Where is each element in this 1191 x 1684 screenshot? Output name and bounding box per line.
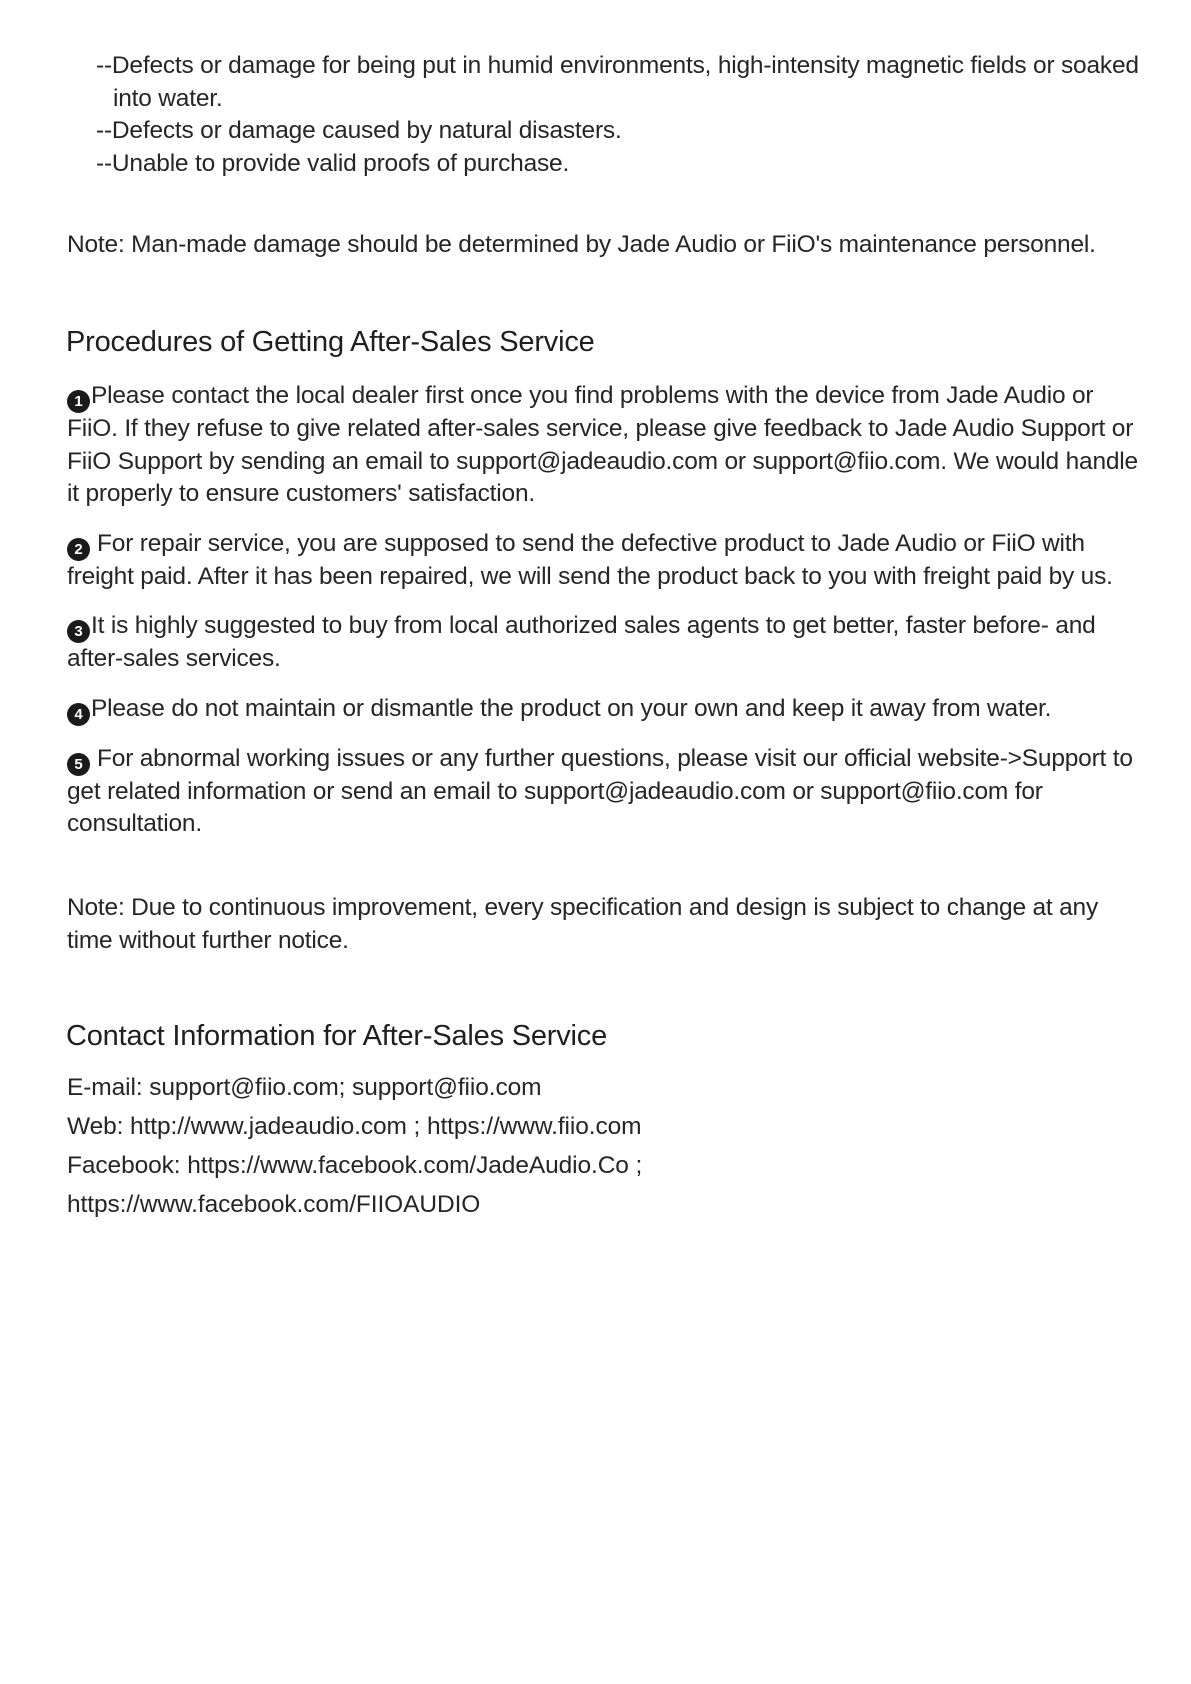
procedure-item — [67, 743, 1147, 841]
procedure-text: Please do not maintain or dismantle the product on your own and keep it away from water. — [91, 694, 1052, 722]
contact-web: Web: http://www.jadeaudio.com ; https://www.fiio.com — [67, 1113, 642, 1140]
exclusion-item: --Defects or damage caused by natural disasters. — [96, 117, 622, 144]
procedure-text: For repair service, you are supposed to send the defective product to Jade Audio or FiiO with freight paid. After it has been repaired, we will send the product back to you with freight paid by us. — [67, 529, 1113, 590]
procedure-text: Please contact the local dealer first once you find problems with the device from Jade Audio or FiiO. If they refuse to give related after-sales service, please give feedback to Jade Audio Support or FiiO Support by sending an email to support@jadeaudio.com or support@fiio.com. We would handle it properly to ensure customers' satisfaction. — [67, 382, 1138, 507]
damage-note: Note: Man-made damage should be determined by Jade Audio or FiiO's maintenance personnel. — [67, 231, 1096, 258]
contact-facebook-2: https://www.facebook.com/FIIOAUDIO — [67, 1191, 481, 1218]
warranty-exclusions-list — [96, 50, 1176, 180]
procedures-heading: Procedures of Getting After-Sales Service — [66, 326, 595, 358]
procedure-text: For abnormal working issues or any further questions, please visit our official website->Support to get related information or send an email to support@jadeaudio.com or support@fiio.com for consultation. — [67, 744, 1133, 837]
procedure-text: It is highly suggested to buy from local authorized sales agents to get better, faster before- and after-sales services. — [67, 612, 1096, 672]
procedure-item — [67, 528, 1147, 594]
exclusion-item: --Unable to provide valid proofs of purchase. — [96, 149, 570, 177]
contact-heading: Contact Information for After-Sales Service — [66, 1020, 608, 1052]
procedure-item — [67, 380, 1147, 511]
change-notice-note: Note: Due to continuous improvement, every specification and design is subject to change at any time without further notice. — [67, 894, 1099, 954]
step-5-marker: 5 — [67, 753, 90, 776]
contact-email: E-mail: support@fiio.com; support@fiio.com — [67, 1074, 542, 1101]
procedures-list — [67, 380, 1147, 858]
step-4-marker: 4 — [67, 703, 90, 726]
procedure-item — [67, 693, 1147, 726]
step-2-marker: 2 — [67, 538, 90, 561]
exclusion-item: --Defects or damage for being put in humid environments, high-intensity magnetic fields or soaked into water. — [96, 52, 1139, 112]
step-3-marker: 3 — [67, 620, 90, 643]
step-1-marker: 1 — [67, 390, 90, 413]
contact-facebook: Facebook: https://www.facebook.com/JadeAudio.Co ; — [67, 1152, 643, 1179]
procedure-item — [67, 610, 1147, 676]
contact-info — [67, 1068, 1147, 1224]
